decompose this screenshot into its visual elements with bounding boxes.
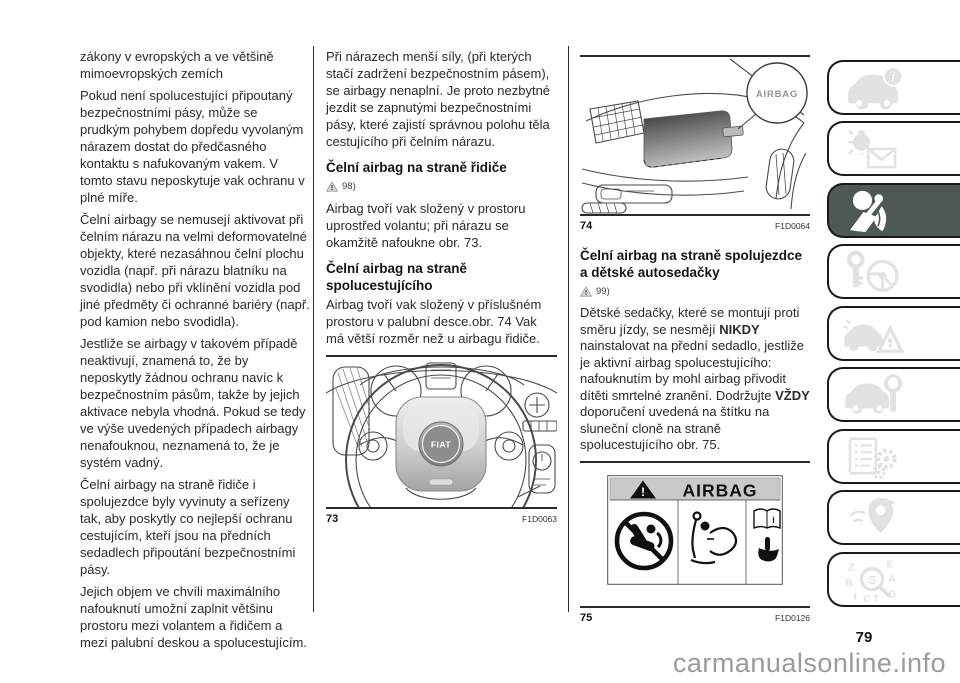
svg-text:!: ! [584, 288, 588, 297]
airbag-label-illustration [580, 463, 810, 606]
fiat-logo: FIAT [430, 439, 452, 450]
warning-reference [580, 283, 810, 300]
airbag-callout-label: AIRBAG [755, 89, 799, 100]
svg-text:Z: Z [848, 560, 855, 573]
figure-number: 73 [326, 513, 339, 525]
warning-ref-number: 98) [342, 181, 356, 192]
figure-code: F1D0064 [775, 221, 810, 231]
section-heading: Čelní airbag na straně řidiče [326, 160, 507, 175]
sidebar-tab-index[interactable] [827, 552, 960, 607]
svg-text:!: ! [641, 484, 645, 499]
svg-text:D: D [888, 587, 896, 600]
svg-text:i: i [772, 514, 775, 525]
specs-gears-icon [842, 434, 904, 480]
paragraph: Pokud není spolucestující připoutaný bezpečnostními pásy, může se prudkým pohybem dopředu vyvolaným nárazem dostat do předčasného kontaktu s nafukovaným vakem. V tomto stavu neposkytuje vak ochranu v plné míře. [80, 88, 305, 205]
sidebar-tab-safety[interactable] [827, 183, 960, 238]
paragraph: Při nárazech menší síly, (při kterých stačí zadržení bezpečnostním pásem), se airbagy nenaplní. Je proto nezbytné jezdit se zapnutými bezpečnostními pásy, které zajistí správnou polohu těla cestujícího při čelním nárazu. [326, 49, 551, 149]
sidebar-tab-car-info[interactable] [827, 60, 960, 115]
sidebar-tab-technical-data[interactable] [827, 429, 960, 484]
paragraph: Airbag tvoří vak složený v prostoru uprostřed volantu; při nárazu se okamžitě nafoukne obr. 73. [326, 201, 526, 250]
figure-dashboard-airbag [580, 55, 810, 235]
svg-text:S: S [868, 574, 876, 587]
middle-text-column [326, 44, 557, 528]
svg-text:!: ! [330, 183, 334, 192]
sidebar-tab-warning-lights[interactable] [827, 121, 960, 176]
figure-number: 74 [580, 220, 593, 232]
figure-airbag-warning-label [580, 461, 810, 627]
watermark: carmanualsonline.info [672, 648, 946, 678]
emphasis-never: NIKDY [719, 321, 760, 337]
emphasis-always: VŽDY [775, 387, 810, 403]
emergency-triangle-icon [842, 311, 904, 357]
svg-text:E: E [886, 558, 894, 571]
svg-text:I: I [853, 590, 857, 603]
steering-wheel-illustration [326, 357, 557, 507]
key-steering-wheel-icon [842, 249, 904, 295]
paragraph: Jejich objem ve chvíli maximálního nafouknutí umožní zaplnit většinu prostoru mezi volantem a řidičem a mezi palubní deskou a spolucestujícím. [80, 584, 307, 650]
column-divider [568, 46, 569, 612]
paragraph: zákony v evropských a ve většině mimoevropských zemích [80, 49, 274, 81]
svg-text:T: T [873, 592, 880, 603]
figure-number: 75 [580, 611, 593, 624]
warning-ref-number: 99) [596, 286, 610, 297]
svg-text:A: A [888, 572, 896, 585]
right-text-column [580, 44, 810, 627]
left-text-column [80, 44, 310, 656]
figure-rule [326, 507, 557, 509]
section-heading: Čelní airbag na straně spolujezdce a dětské autosedačky [580, 248, 803, 280]
svg-text:B: B [845, 576, 853, 589]
svg-text:C: C [863, 592, 872, 603]
safety-seatbelt-icon [842, 188, 904, 234]
paragraph: Dětské sedačky, které se montují proti směru jízdy, se nesmějí NIKDY nainstalovat na přední sedadlo, jestliže je aktivní airbag spolucestujícího: nafouknutím by mohl airbag přivodit dítěti smrtelné zranění. Dodržujte VŽDY doporučení uvedená na štítku na sluneční cloně na straně spolucestujícího obr. 75. [580, 305, 810, 452]
label-title: AIRBAG [682, 480, 758, 500]
warning-triangle-icon [580, 286, 592, 297]
page-number: 79 [855, 629, 873, 646]
warning-reference [326, 178, 557, 195]
paragraph: Čelní airbagy se nemusejí aktivovat při čelním nárazu na velmi deformovatelné objekty, které nezasáhnou čelní plochu vozidla (např. při nárazu blatníku na svodidla) nebo při vklínění vozidla pod jiné předměty či ochranné bariéry (např. pod kamion nebo svodidla). [80, 212, 310, 329]
car-info-icon [842, 65, 904, 111]
dashboard-illustration [580, 57, 810, 214]
figure-code: F1D0126 [775, 612, 810, 623]
paragraph: Jestliže se airbagy v takovém případě neaktivují, znamená to, že by neposkytly žádnou ochranu navíc k bezpečnostním pásům, takže by jejich aktivace nebyla vhodná. Pokud se tedy ve výše uvedených případech airbagy nenafouknou, neznamená to, že je systém vadný. [80, 336, 306, 470]
figure-rule [580, 214, 810, 216]
sidebar-tab-multimedia[interactable] [827, 490, 960, 545]
warning-triangle-icon [326, 181, 338, 192]
multimedia-icon [842, 495, 904, 541]
figure-code: F1D0063 [522, 514, 557, 524]
figure-steering-wheel [326, 355, 557, 528]
section-heading: Čelní airbag na straně spolucestujícího [326, 261, 468, 293]
column-divider [313, 46, 314, 612]
warning-lights-message-icon [842, 126, 904, 172]
svg-text:i: i [891, 69, 895, 84]
car-wrench-icon [842, 372, 904, 418]
paragraph: Airbag tvoří vak složený v příslušném prostoru v palubní desce.obr. 74 Vak má větší rozměr než u airbagu řidiče. [326, 297, 542, 346]
sidebar-tab-starting-driving[interactable] [827, 244, 960, 299]
index-search-icon [842, 557, 904, 603]
sidebar-tab-emergency[interactable] [827, 306, 960, 361]
sidebar-tab-servicing[interactable] [827, 367, 960, 422]
figure-rule [580, 606, 810, 608]
paragraph: Čelní airbagy na straně řidiče i spolujezdce byly vyvinuty a seřízeny tak, aby poskytly co nejlepší ochranu cestujícím, kteří jsou na předních sedadlech připoutání bezpečnostními pásy. [80, 477, 296, 577]
